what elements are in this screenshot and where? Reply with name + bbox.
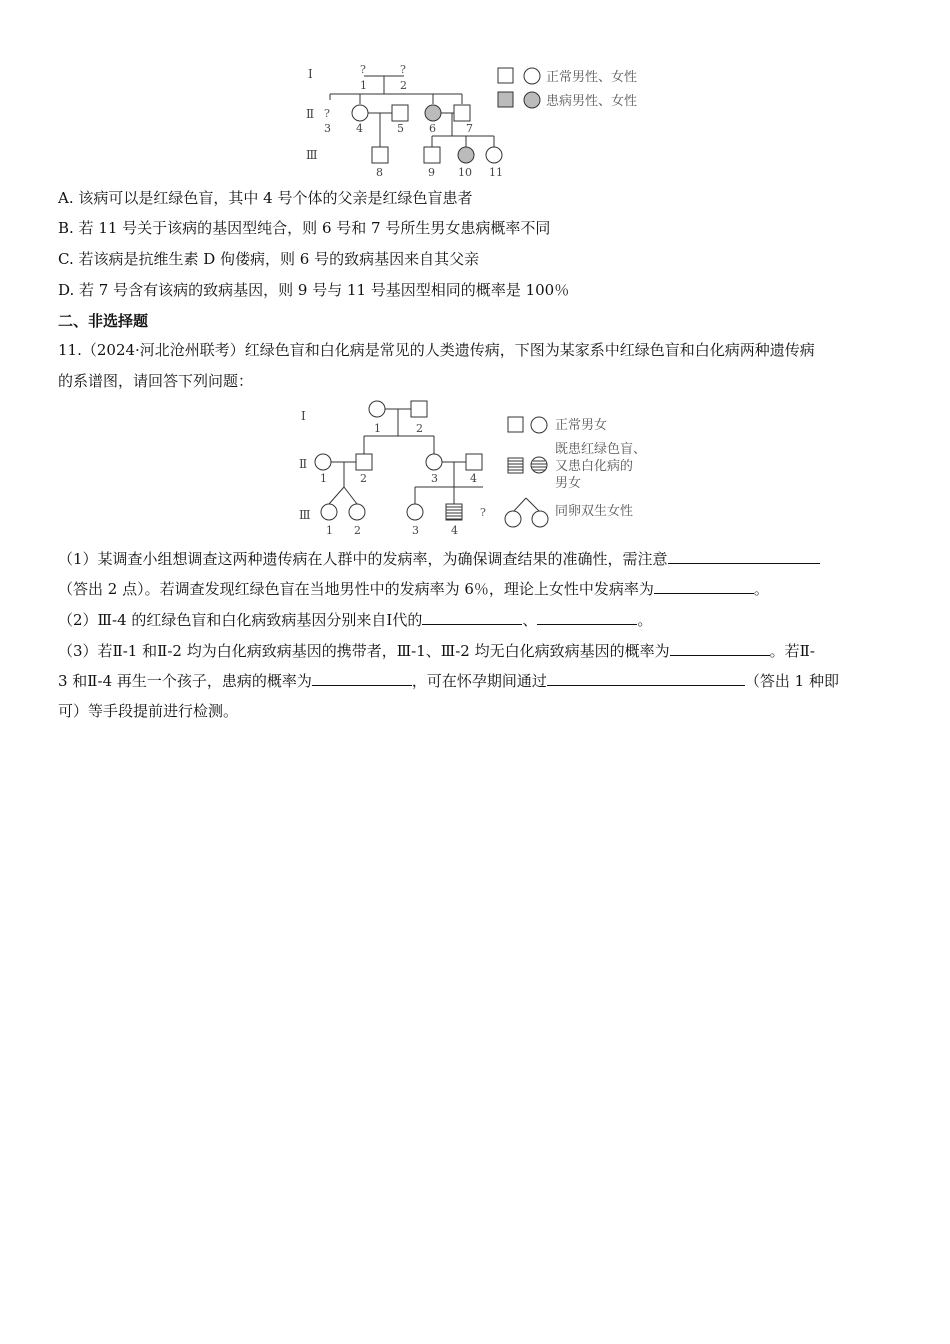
- III-1-twin-female: [321, 504, 337, 520]
- II-3-number: 3: [324, 122, 331, 135]
- pedigree-figure-2: [296, 398, 676, 540]
- legend-affected-female-icon: [524, 92, 540, 108]
- legend-normal-female-icon: [524, 68, 540, 84]
- fig2-I-1-number: 1: [374, 422, 381, 435]
- II-4-male-normal: [466, 454, 482, 470]
- fig2-legend-both-female-icon: [531, 457, 547, 473]
- sub3-line-3: 可）等手段提前进行检测。: [58, 702, 239, 720]
- legend-affected-label: 患病男性、女性: [546, 94, 638, 109]
- sub3-line-2: [58, 670, 839, 691]
- sub2-blank-2[interactable]: [537, 609, 637, 625]
- legend-normal-male-icon: [498, 68, 513, 83]
- gen-label-I: Ⅰ: [308, 67, 313, 81]
- pedigree-figure-1: [300, 60, 660, 182]
- I-1-female-normal: [369, 401, 385, 417]
- sub2-text-a: （2）Ⅲ-4 的红绿色盲和白化病致病基因分别来自Ⅰ代的: [58, 611, 423, 629]
- II-1-female-normal: [315, 454, 331, 470]
- gen-label-II: Ⅱ: [306, 107, 315, 121]
- fig2-legend-twins-label: 同卵双生女性: [555, 504, 634, 519]
- fig2-II-3-number: 3: [431, 472, 438, 485]
- fig2-III-4-number: 4: [451, 524, 458, 537]
- II-4-female-normal: [352, 105, 368, 121]
- fig2-legend-normal-male-icon: [508, 417, 523, 432]
- III-11-number: 11: [489, 166, 503, 179]
- III-2-twin-female: [349, 504, 365, 520]
- I-1-unknown-mark: ?: [360, 63, 366, 76]
- sub2-end: 。: [637, 611, 653, 629]
- II-2-male-normal: [356, 454, 372, 470]
- gen-label-III: Ⅲ: [306, 148, 318, 162]
- III-9-number: 9: [428, 166, 435, 179]
- sub2-line: [58, 609, 652, 630]
- II-6-female-affected: [425, 105, 441, 121]
- fig2-III-1-number: 1: [326, 524, 333, 537]
- III-10-female-affected: [458, 147, 474, 163]
- fig2-legend-normal-female-icon: [531, 417, 547, 433]
- I-2-number: 2: [400, 79, 407, 92]
- fig2-II-2-number: 2: [360, 472, 367, 485]
- sub3-text-a: （3）若Ⅱ-1 和Ⅱ-2 均为白化病致病基因的携带者，Ⅲ-1、Ⅲ-2 均无白化病致病基因的概率为: [58, 642, 670, 660]
- legend-normal-label: 正常男性、女性: [546, 70, 638, 85]
- sub1-text-c: 。: [753, 580, 769, 598]
- fig2-gen-label-II: Ⅱ: [299, 457, 308, 471]
- question-stem-line-2: 的系谱图，请回答下列问题：: [58, 372, 254, 390]
- sub3-blank-1[interactable]: [670, 640, 770, 656]
- sub2-blank-1[interactable]: [422, 609, 522, 625]
- II-7-male-normal: [454, 105, 470, 121]
- fig2-legend-twins-icon: [505, 498, 548, 527]
- III-11-female-normal: [486, 147, 502, 163]
- III-9-male-normal: [424, 147, 440, 163]
- sub1-text-a: （1）某调查小组想调查这两种遗传病在人群中的发病率，为确保调查结果的准确性，需注意: [58, 550, 668, 568]
- option-d: D. 若 7 号含有该病的致病基因，则 9 号与 11 号基因型相同的概率是 100％: [58, 281, 570, 299]
- II-5-number: 5: [397, 122, 404, 135]
- fig2-III-3-number: 3: [412, 524, 419, 537]
- III-unknown-child-mark: ?: [480, 506, 486, 519]
- sub2-sep: 、: [522, 611, 538, 629]
- fig2-III-2-number: 2: [354, 524, 361, 537]
- question-stem-line-1: 11.（2024·河北沧州联考）红绿色盲和白化病是常见的人类遗传病，下图为某家系中红绿色盲和白化病两种遗传病: [58, 341, 815, 359]
- sub3-text-c: 3 和Ⅱ-4 再生一个孩子，患病的概率为: [58, 672, 312, 690]
- fig2-gen-label-III: Ⅲ: [299, 508, 311, 522]
- sub3-blank-2[interactable]: [312, 670, 412, 686]
- fig2-II-4-number: 4: [470, 472, 477, 485]
- sub1-line-2: [58, 578, 769, 599]
- II-6-number: 6: [429, 122, 436, 135]
- sub3-blank-3[interactable]: [547, 670, 745, 686]
- option-b: B. 若 11 号关于该病的基因型纯合，则 6 号和 7 号所生男女患病概率不同: [58, 219, 551, 237]
- fig2-I-2-number: 2: [416, 422, 423, 435]
- sub1-line-1: [58, 548, 820, 569]
- sub3-text-b: 。若Ⅱ-: [769, 642, 815, 660]
- sub3-line-1: [58, 640, 815, 661]
- fig2-gen-label-I: Ⅰ: [301, 409, 306, 423]
- II-7-number: 7: [466, 122, 473, 135]
- sub1-blank-1[interactable]: [668, 548, 820, 564]
- II-3-female-normal: [426, 454, 442, 470]
- I-2-unknown-mark: ?: [400, 63, 406, 76]
- fig2-legend-normal-label: 正常男女: [555, 418, 608, 433]
- II-4-number: 4: [356, 122, 363, 135]
- III-10-number: 10: [458, 166, 472, 179]
- I-2-male-normal: [411, 401, 427, 417]
- III-3-female-normal: [407, 504, 423, 520]
- III-8-male-normal: [372, 147, 388, 163]
- sub3-text-d: ，可在怀孕期间通过: [411, 672, 547, 690]
- I-1-number: 1: [360, 79, 367, 92]
- fig2-II-1-number: 1: [320, 472, 327, 485]
- III-8-number: 8: [376, 166, 383, 179]
- fig2-legend-both-label-2: 又患白化病的: [555, 459, 634, 474]
- fig2-legend-both-male-icon: [508, 458, 523, 473]
- option-a: A. 该病可以是红绿色盲，其中 4 号个体的父亲是红绿色盲患者: [58, 189, 473, 207]
- sub1-text-b: （答出 2 点）。若调查发现红绿色盲在当地男性中的发病率为 6％，理论上女性中发病率为: [58, 580, 654, 598]
- sub1-blank-2[interactable]: [654, 578, 754, 594]
- fig2-legend-both-label-1: 既患红绿色盲、: [555, 442, 647, 457]
- section-title: 二、非选择题: [58, 312, 149, 330]
- II-3-unknown-mark: ?: [324, 107, 330, 120]
- sub3-text-e: （答出 1 种即: [744, 672, 839, 690]
- fig2-legend-both-label-3: 男女: [555, 476, 582, 491]
- option-c: C. 若该病是抗维生素 D 佝偻病，则 6 号的致病基因来自其父亲: [58, 250, 480, 268]
- legend-affected-male-icon: [498, 92, 513, 107]
- II-5-male-normal: [392, 105, 408, 121]
- III-4-male-both-diseases: [446, 504, 462, 520]
